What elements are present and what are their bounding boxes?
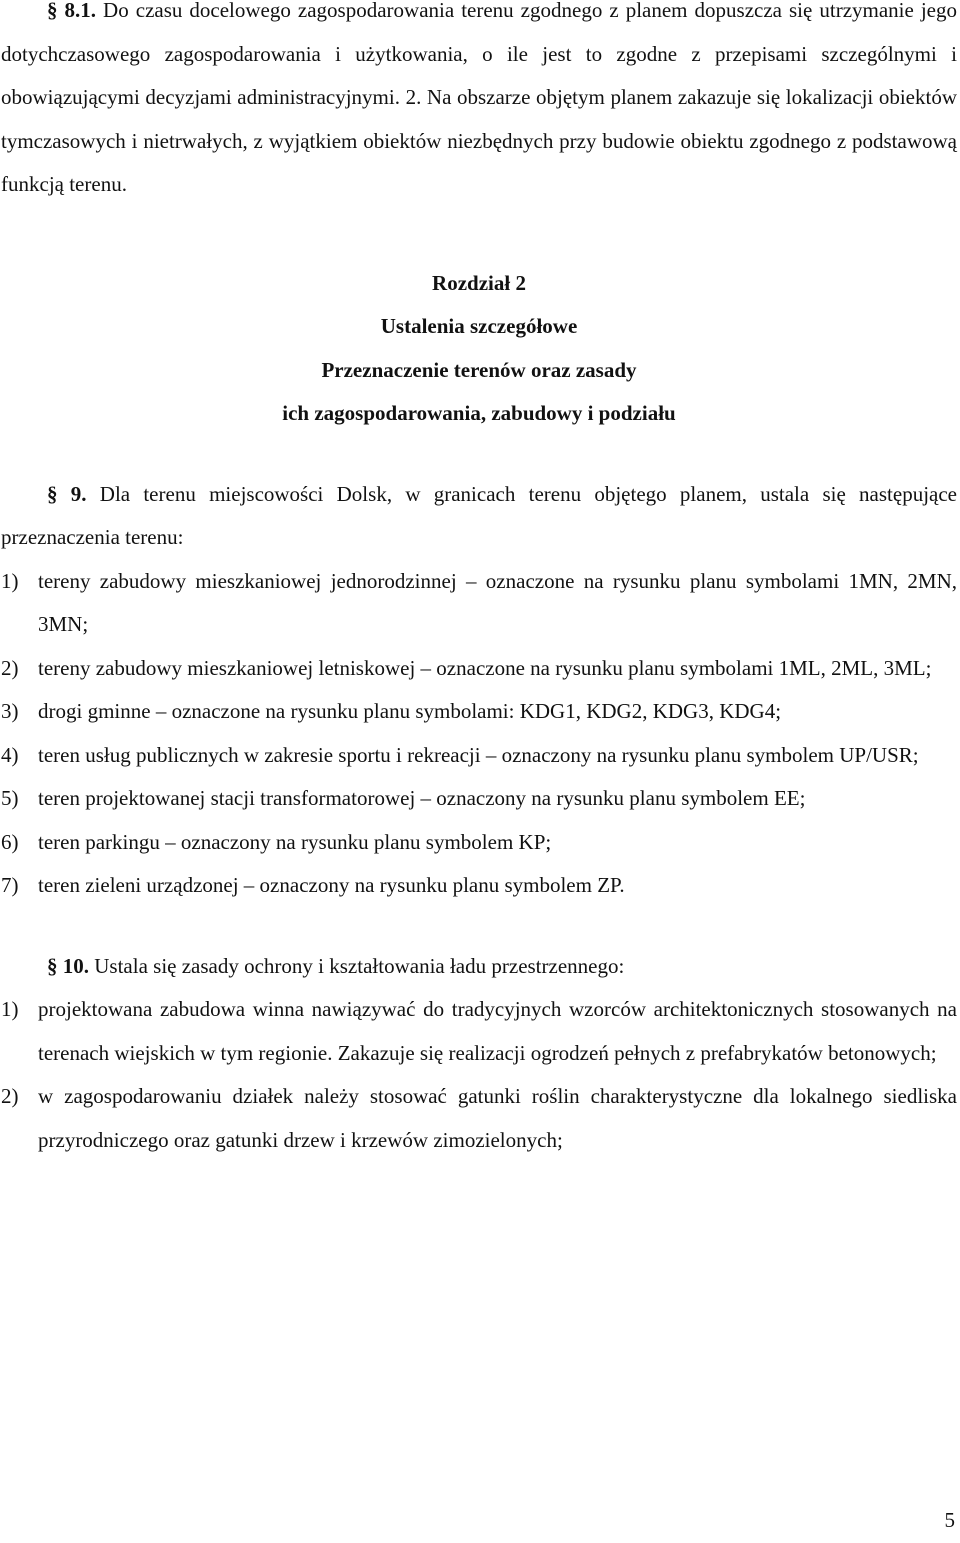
list-item bbox=[1, 734, 957, 778]
list-item-number: 2) bbox=[1, 1084, 19, 1108]
list-item-text: projektowana zabudowa winna nawiązywać do tradycyjnych wzorców architektonicznych stosowanych na terenach wiejskich w tym regionie. Zakazuje się realizacji ogrodzeń pełnych z prefabrykatów betonowych; bbox=[38, 997, 957, 1065]
list-item-number: 1) bbox=[1, 997, 19, 1021]
list-item-text: teren zieleni urządzonej – oznaczony na rysunku planu symbolem ZP. bbox=[38, 873, 625, 897]
section-sign: § bbox=[47, 0, 58, 22]
list-item-number: 3) bbox=[1, 699, 19, 723]
list-item-number: 4) bbox=[1, 742, 19, 767]
page-number: 5 bbox=[944, 1508, 955, 1532]
paragraph-9 bbox=[1, 473, 957, 560]
section-sign: § bbox=[47, 953, 58, 978]
list-9 bbox=[1, 560, 957, 908]
chapter-topic-line-2: ich zagospodarowania, zabudowy i podziału bbox=[282, 401, 676, 425]
list-item-text: tereny zabudowy mieszkaniowej letniskowej – oznaczone na rysunku planu symbolami 1ML, 2ML, 3ML; bbox=[38, 655, 932, 680]
list-item-text: drogi gminne – oznaczone na rysunku planu symbolami: KDG1, KDG2, KDG3, KDG4; bbox=[38, 699, 782, 723]
list-item-text: tereny zabudowy mieszkaniowej jednorodzinnej – oznaczone na rysunku planu symbolami 1MN, 2MN, 3MN; bbox=[38, 568, 957, 636]
list-item bbox=[1, 647, 957, 691]
section-number: 9. bbox=[70, 481, 87, 506]
list-item-number: 6) bbox=[1, 829, 19, 854]
list-item-text: w zagospodarowaniu działek należy stosować gatunki roślin charakterystyczne dla lokalnego siedliska przyrodniczego oraz gatunki drzew i krzewów zimozielonych; bbox=[38, 1084, 957, 1152]
list-item-text: teren projektowanej stacji transformatorowej – oznaczony na rysunku planu symbolem EE; bbox=[38, 786, 806, 810]
list-item bbox=[1, 821, 957, 865]
section-number: 10. bbox=[62, 953, 89, 978]
list-item-number: 5) bbox=[1, 786, 19, 810]
list-item bbox=[1, 777, 957, 821]
paragraph-text: Do czasu docelowego zagospodarowania terenu zgodnego z planem dopuszcza się utrzymanie jego dotychczasowego zagospodarowania i użytkowania, o ile jest to zgodne z przepisami szczególnymi i obowiązującymi decyzjami administracyjnymi. 2. Na obszarze objętym planem zakazuje się lokalizacji obiektów tymczasowych i nietrwałych, z wyjątkiem obiektów niezbędnych przy budowie obiektu zgodnego z podstawową funkcją terenu. bbox=[1, 0, 958, 196]
list-item-number: 1) bbox=[1, 568, 19, 593]
list-item bbox=[1, 864, 957, 908]
chapter-topic-line-1: Przeznaczenie terenów oraz zasady bbox=[321, 357, 637, 382]
list-item bbox=[1, 988, 957, 1075]
list-item bbox=[1, 1075, 957, 1162]
list-item bbox=[1, 560, 957, 647]
chapter-subtitle: Ustalenia szczegółowe bbox=[380, 314, 578, 338]
list-item-number: 7) bbox=[1, 873, 19, 897]
paragraph-text: Dla terenu miejscowości Dolsk, w granicach terenu objętego planem, ustala się następujące przeznaczenia terenu: bbox=[1, 481, 957, 549]
paragraph-text: Ustala się zasady ochrony i kształtowania ładu przestrzennego: bbox=[89, 953, 625, 978]
list-item bbox=[1, 690, 957, 734]
section-sign: § bbox=[47, 481, 58, 506]
list-item-text: teren parkingu – oznaczony na rysunku planu symbolem KP; bbox=[38, 829, 552, 854]
list-item-number: 2) bbox=[1, 655, 19, 680]
paragraph-10 bbox=[1, 945, 957, 989]
paragraph-8 bbox=[1, 0, 957, 207]
chapter-title: Rozdział 2 bbox=[432, 270, 526, 295]
section-number: 8.1. bbox=[64, 0, 97, 22]
list-item-text: teren usług publicznych w zakresie sportu i rekreacji – oznaczony na rysunku planu symbolem UP/USR; bbox=[38, 742, 919, 767]
list-10 bbox=[1, 988, 957, 1162]
